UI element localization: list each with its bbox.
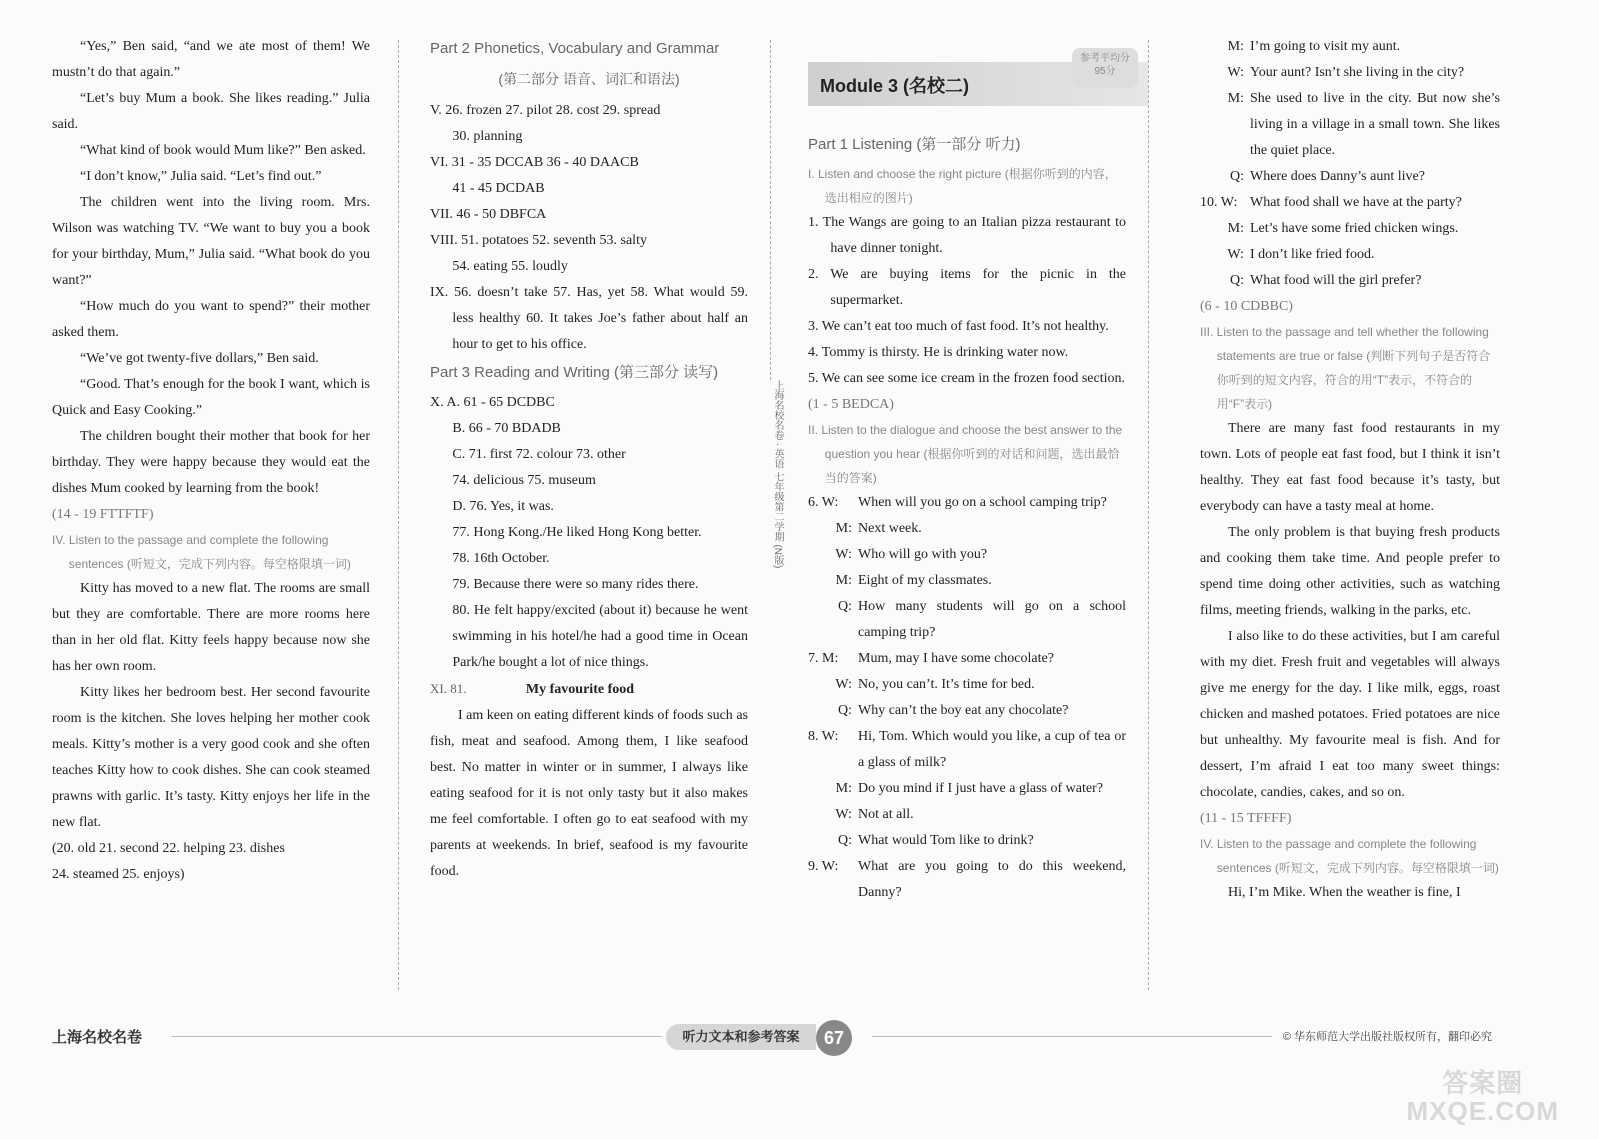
paragraph: Hi, I’m Mike. When the weather is fine, I [1228,885,1461,900]
answer-line: X. A. 61 - 65 DCDBC [430,395,555,410]
speaker-text: Eight of my classmates. [858,573,992,588]
speaker-text: I’m going to visit my aunt. [1250,39,1401,54]
answer-key: 24. steamed 25. enjoys) [52,867,185,882]
dialogue [808,490,1126,906]
answer-line: 80. He felt happy/excited (about it) because he went swimming in his hotel/he had a good time in Ocean Park/he bought a lot of nice things. [452,603,748,670]
paragraph: “I don’t know,” Julia said. “Let’s find out.” [80,169,322,184]
listening-item: 5. We can see some ice cream in the frozen food section. [808,371,1125,386]
paragraph: The children bought their mother that book for her birthday. They were happy because they would eat the dishes Mum cooked by learning from the book! [52,429,370,496]
dialogue-line [808,802,1126,828]
section-instruction: I. Listen and choose the right picture (根据你听到的内容，选出相应的图片) [808,167,1117,205]
answer-key: (14 - 19 FTTFTF) [52,507,154,522]
answer-line: VI. 31 - 35 DCCAB 36 - 40 DAACB [430,155,639,170]
dialogue-line [1200,216,1500,242]
speaker-text: What food shall we have at the party? [1250,195,1462,210]
section-instruction: IV. Listen to the passage and complete the following sentences (听短文，完成下列内容。每空格限填一词) [1200,837,1499,875]
dialogue-line [1200,60,1500,86]
dialogue-line [1200,34,1500,60]
dialogue-line [808,724,1126,776]
speaker-label: W: [1227,247,1244,262]
paragraph: “How much do you want to spend?” their mother asked them. [52,299,370,340]
speaker-label: W: [835,677,852,692]
column-divider-3 [1148,40,1149,990]
essay-number: XI. 81. [430,681,467,696]
speaker-text: What would Tom like to drink? [858,833,1034,848]
section-instruction: II. Listen to the dialogue and choose the best answer to the question you hear (根据你听到的对话和问题，选出最恰当的答案) [808,423,1123,485]
paragraph: “We’ve got twenty-five dollars,” Ben said. [80,351,319,366]
speaker-text: Next week. [858,521,922,536]
speaker-text: What food will the girl prefer? [1250,273,1422,288]
speaker-text: She used to live in the city. But now she’s living in a village in a small town. She likes the quiet place. [1250,91,1500,158]
answer-line: C. 71. first 72. colour 73. other [452,447,626,462]
dialogue-line [1200,164,1500,190]
page-number: 67 [816,1020,852,1056]
speaker-text: Hi, Tom. Which would you like, a cup of tea or a glass of milk? [858,729,1126,770]
watermark-line-1: 答案圈 [1442,1068,1524,1098]
module-title-bar [808,53,1148,106]
paragraph: I also like to do these activities, but I am careful with my diet. Fresh fruit and vegetables will always give me energy for the day. I like milk, eggs, roast chicken and mashed potatoes. Fried potatoes are nice but unhealthy. My favourite meal is fish. And for dessert, I’m afraid I eat too many sweet things: chocolate, candies, cakes, and so on. [1200,629,1500,800]
watermark-logo [1407,1069,1559,1125]
answer-key: (11 - 15 TFFFF) [1200,811,1292,826]
dialogue-line [808,542,1126,568]
answer-key: (6 - 10 CDBBC) [1200,299,1293,314]
paragraph: There are many fast food restaurants in my town. Lots of people eat fast food, but I think it isn’t healthy. They eat fast food because it’s tasty, but everybody can have a tasty meal at home. [1200,421,1500,514]
speaker-label: 6. W: [808,495,839,510]
dialogue-line [808,646,1126,672]
speaker-label: M: [835,781,852,796]
speaker-text: Your aunt? Isn’t she living in the city? [1250,65,1465,80]
speaker-text: Who will go with you? [858,547,988,562]
score-label: 参考平均分 [1080,53,1130,64]
dialogue [1200,34,1500,294]
section-instruction: IV. Listen to the passage and complete the following sentences (听短文，完成下列内容。每空格限填一词) [52,533,351,571]
answer-line: D. 76. Yes, it was. [452,499,554,514]
paragraph: “Let’s buy Mum a book. She likes reading.” Julia said. [52,91,370,132]
answer-line: 74. delicious 75. museum [452,473,596,488]
speaker-text: Mum, may I have some chocolate? [858,651,1054,666]
dialogue-line [808,698,1126,724]
watermark-line-2: MXQE.COM [1406,1096,1559,1126]
speaker-label: Q: [838,599,852,614]
dialogue-line [1200,268,1500,294]
listening-item: 4. Tommy is thirsty. He is drinking water now. [808,345,1069,360]
speaker-label: Q: [838,703,852,718]
speaker-label: M: [835,521,852,536]
speaker-label: M: [1227,39,1244,54]
speaker-label: M: [1227,221,1244,236]
footer-rule [872,1036,1272,1037]
column-divider-1 [398,40,399,990]
listening-item: 2. We are buying items for the picnic in the supermarket. [808,267,1126,308]
dialogue-line [808,594,1126,646]
answer-line: VIII. 51. potatoes 52. seventh 53. salty [430,233,647,248]
answer-line: 78. 16th October. [452,551,550,566]
listening-item: 3. We can’t eat too much of fast food. It’s not healthy. [808,319,1109,334]
paragraph: “Good. That’s enough for the book I want, which is Quick and Easy Cooking.” [52,377,370,418]
speaker-label: 10. W: [1200,195,1238,210]
answer-line: 54. eating 55. loudly [452,259,568,274]
footer-section-tab: 听力文本和参考答案 [666,1024,816,1050]
speaker-label: W: [1227,65,1244,80]
column-2 [430,34,748,885]
answer-line: 79. Because there were so many rides there. [452,577,699,592]
score-value: 95分 [1094,66,1116,77]
footer-book-title: 上海名校名卷 [52,1029,143,1046]
section-instruction: III. Listen to the passage and tell whether the following statements are true or false (判断下列句子是否符合你听到的短文内容，符合的用“T”表示，不符合的用“F”表示) [1200,325,1491,411]
answer-line: B. 66 - 70 BDADB [452,421,561,436]
paragraph: The children went into the living room. Mrs. Wilson was watching TV. “We want to buy you a book for your birthday, Mum,” Julia said. “What book do you want?” [52,195,370,288]
score-badge [1072,48,1138,88]
speaker-label: 9. W: [808,859,839,874]
paragraph: “Yes,” Ben said, “and we ate most of them! We mustn’t do that again.” [52,39,370,80]
essay-body: I am keen on eating different kinds of foods such as fish, meat and seafood. Among them, I like seafood best. No matter in winter or in summer, I always like eating seafood for it is not only tasty but it also makes me feel comfortable. I often go to eat seafood with my parents at weekends. In brief, seafood is my favourite food. [430,708,748,879]
speaker-text: When will you go on a school camping trip? [858,495,1107,510]
paragraph: “What kind of book would Mum like?” Ben asked. [80,143,366,158]
listening-item: 1. The Wangs are going to an Italian pizza restaurant to have dinner tonight. [808,215,1126,256]
dialogue-line [808,516,1126,542]
dialogue-line [808,828,1126,854]
dialogue-line [1200,86,1500,164]
paragraph: Kitty has moved to a new flat. The rooms are small but they are comfortable. There are more rooms here than in her old flat. Kitty feels happy because now she has her own room. [52,581,370,674]
dialogue-line [808,776,1126,802]
speaker-label: Q: [838,833,852,848]
speaker-label: M: [835,573,852,588]
answer-line: 30. planning [452,129,523,144]
essay-title: My favourite food [525,682,635,697]
paragraph: The only problem is that buying fresh products and cooking them take time. And people prefer to spend time doing other activities, such as watching films, meeting friends, walking in the parks, etc. [1200,525,1500,618]
speaker-text: Not at all. [858,807,914,822]
speaker-text: Where does Danny’s aunt live? [1250,169,1425,184]
answer-key: (1 - 5 BEDCA) [808,397,894,412]
speaker-text: No, you can’t. It’s time for bed. [858,677,1035,692]
speaker-label: 8. W: [808,729,839,744]
answer-line: V. 26. frozen 27. pilot 28. cost 29. spread [430,103,661,118]
column-4 [1200,34,1500,906]
speaker-text: I don’t like fried food. [1250,247,1375,262]
answer-line: IX. 56. doesn’t take 57. Has, yet 58. What would 59. less healthy 60. It takes Joe’s father about half an hour to get to his office. [430,285,748,352]
part-heading: Part 3 Reading and Writing (第三部分 读写) [430,364,719,381]
speaker-text: Do you mind if I just have a glass of water? [858,781,1103,796]
speaker-label: Q: [1230,169,1244,184]
dialogue-line [808,490,1126,516]
speaker-label: 7. M: [808,651,839,666]
answer-line: 41 - 45 DCDAB [452,181,545,196]
column-1 [52,34,370,888]
part-subheading: (第二部分 语音、词汇和语法) [498,71,680,87]
column-3 [808,130,1126,906]
answer-line: VII. 46 - 50 DBFCA [430,207,547,222]
essay-heading [430,676,748,703]
paragraph: Kitty likes her bedroom best. Her second favourite room is the kitchen. She loves helping her mother cook meals. Kitty’s mother is a very good cook and she often teaches Kitty how to cook dishes. She can cook steamed prawns with garlic. It’s tasty. Kitty enjoys her life in the new flat. [52,685,370,830]
answer-key: (20. old 21. second 22. helping 23. dishes [52,841,285,856]
speaker-label: Q: [1230,273,1244,288]
module-title: Module 3 (名校二) [820,76,969,96]
speaker-text: Let’s have some fried chicken wings. [1250,221,1459,236]
dialogue-line [1200,242,1500,268]
speaker-text: What are you going to do this weekend, Danny? [858,859,1126,900]
speaker-text: How many students will go on a school camping trip? [858,599,1126,640]
dialogue-line [1200,190,1500,216]
part-heading: Part 2 Phonetics, Vocabulary and Grammar [430,40,720,57]
answer-line: 77. Hong Kong./He liked Hong Kong better. [452,525,702,540]
dialogue-line [808,854,1126,906]
speaker-label: W: [835,807,852,822]
page-footer [52,1020,1492,1060]
footer-rule [172,1036,662,1037]
spine-text: 上海名校名卷 · 英语 七年级第二学期 (N版) [772,380,783,569]
part-heading: Part 1 Listening (第一部分 听力) [808,136,1021,153]
speaker-label: M: [1227,91,1244,106]
dialogue-line [808,672,1126,698]
speaker-text: Why can’t the boy eat any chocolate? [858,703,1069,718]
speaker-label: W: [835,547,852,562]
dialogue-line [808,568,1126,594]
column-divider-2 [770,40,771,380]
footer-copyright: © 华东师范大学出版社版权所有，翻印必究 [1282,1031,1492,1043]
